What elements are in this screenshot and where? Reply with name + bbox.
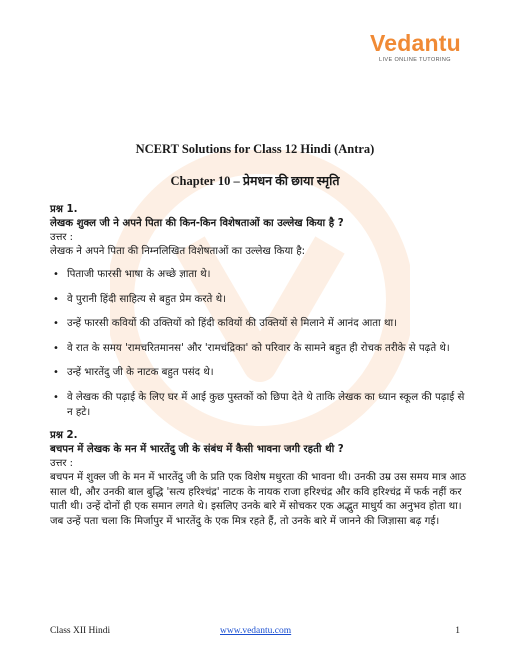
list-item-text: वे पुरानी हिंदी साहित्य से बहुत प्रेम करते थे। — [67, 293, 226, 305]
question-text: बचपन में लेखक के मन में भारतेंदु जी के संबंध में कैसी भावना जगी रहती थी ? — [50, 444, 344, 456]
list-item — [50, 390, 470, 420]
list-item-text: उन्हें फारसी कवियों की उक्तियों को हिंदी कवियों की उक्तियों से मिलाने में आनंद आता था। — [67, 318, 397, 330]
answer-points — [50, 267, 470, 420]
brand-name: Vedantu — [370, 30, 461, 56]
list-item-text: पिताजी फारसी भाषा के अच्छे ज्ञाता थे। — [67, 269, 211, 281]
list-item-text: वे लेखक की पढ़ाई के लिए घर में आई कुछ पुस्तकों को छिपा देते थे ताकि लेखक का ध्यान स्कूल की पढ़ाई से न हटे। — [67, 391, 465, 418]
footer-class-label: Class XII Hindi — [50, 626, 111, 636]
bullet-icon: • — [53, 367, 59, 379]
bullet-icon: • — [53, 318, 59, 330]
bullet-icon: • — [53, 293, 59, 305]
footer-website-link[interactable]: www.vedantu.com — [220, 626, 292, 636]
document-title: NCERT Solutions for Class 12 Hindi (Antra) — [135, 142, 375, 156]
list-item-text: वे रात के समय 'रामचरितमानस' और 'रामचंद्रिका' को परिवार के सामने बहुत ही रोचक तरीके से पढ़ते थे। — [67, 342, 450, 354]
question-text: लेखक शुक्ल जी ने अपने पिता की किन-किन विशेषताओं का उल्लेख किया है ? — [50, 218, 344, 229]
bullet-icon: • — [53, 269, 59, 281]
answer-intro: लेखक ने अपने पिता की निम्नलिखित विशेषताओं का उल्लेख किया है: — [50, 246, 306, 257]
page-number: 1 — [455, 626, 460, 636]
brand-tagline: LIVE ONLINE TUTORING — [379, 57, 451, 63]
answer-text: बचपन में शुक्ल जी के मन में भारतेंदु जी के प्रति एक विशेष मधुरता की भावना थी। उनकी उम्र उस समय मात्र आठ साल थी, और उनकी बाल बुद्धि 'सत्य हरिश्चंद्र' नाटक के नायक राजा हरिश्चंद्र और कवि हरिश्चंद्र में फर्क नहीं कर पाती थी। उन्हें दोनों ही एक समान लगते थे। इसलिए उनके बारे में सोचकर एक अद्भुत माधुर्य का अनुभव होता था। जब उन्हें पता चला कि मिर्जापुर में भारतेंदु के एक मित्र रहते हैं, तो उनके बारे में जानने की जिज्ञासा बढ़ गई। — [50, 472, 466, 527]
question-2 — [50, 429, 470, 529]
question-1 — [50, 203, 470, 420]
list-item — [50, 365, 470, 380]
list-item — [50, 341, 470, 356]
list-item — [50, 316, 470, 331]
brand-logo — [370, 30, 460, 63]
chapter-title: Chapter 10 – प्रेमधन की छाया स्मृति — [170, 174, 340, 188]
list-item — [50, 267, 470, 282]
bullet-icon: • — [53, 342, 59, 354]
bullet-icon: • — [53, 391, 59, 403]
question-number: प्रश्न 2. — [50, 430, 78, 442]
content — [50, 203, 470, 529]
list-item — [50, 292, 470, 307]
question-number: प्रश्न 1. — [50, 204, 78, 215]
list-item-text: उन्हें भारतेंदु जी के नाटक बहुत पसंद थे। — [67, 367, 214, 379]
answer-label: उत्तर : — [50, 458, 74, 470]
answer-label: उत्तर : — [50, 232, 74, 243]
